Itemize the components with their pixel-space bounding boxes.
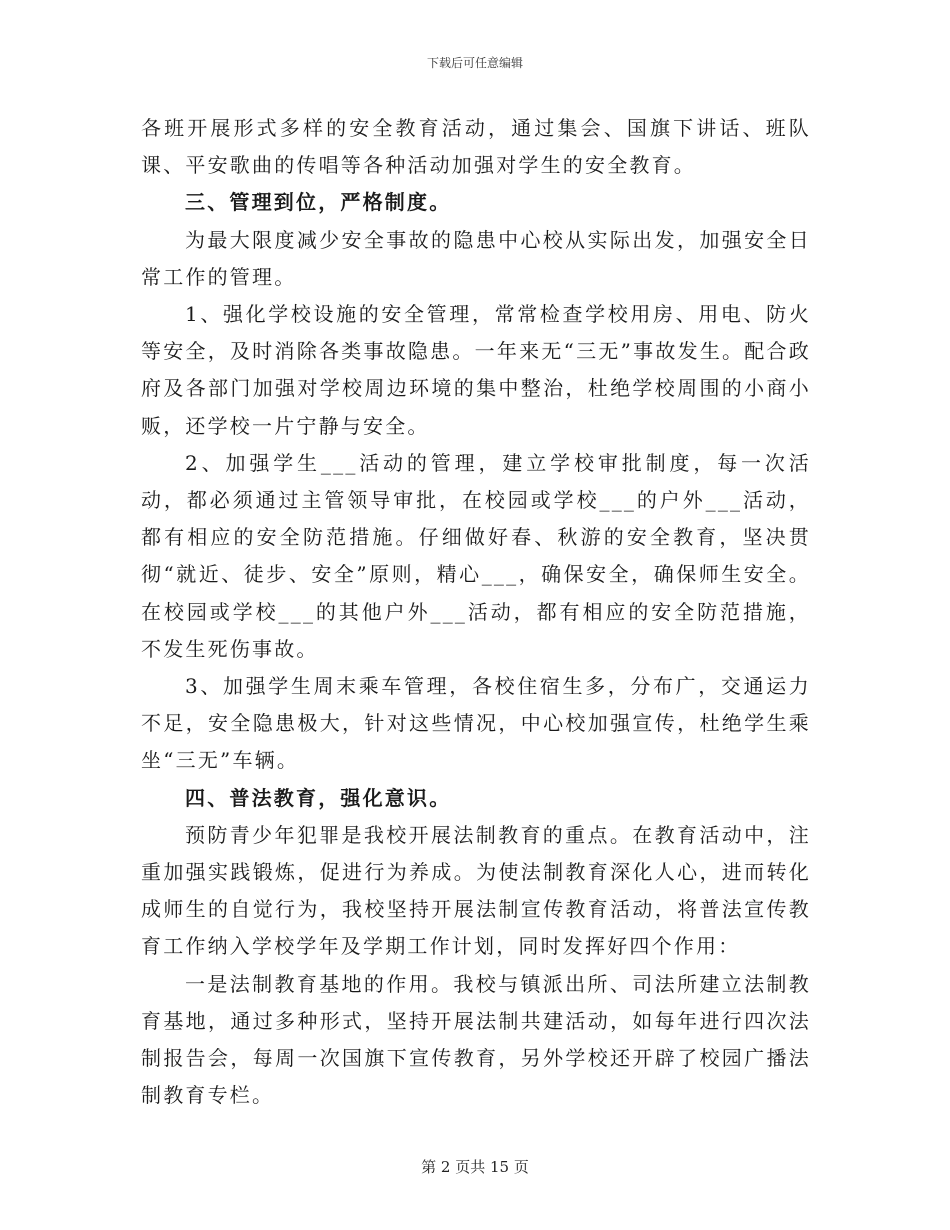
document-body <box>141 110 811 1114</box>
paragraph-item-3: 3、加强学生周末乘车管理，各校住宿生多，分布广，交通运力不足，安全隐患极大，针对这些情况，中心校加强宣传，杜绝学生乘坐“三无”车辆。 <box>141 674 811 773</box>
page-header: 下载后可任意编辑 <box>426 56 523 70</box>
page-footer: 第 2 页共 15 页 <box>421 1158 529 1176</box>
paragraph-continuation: 各班开展形式多样的安全教育活动，通过集会、国旗下讲话、班队课、平安歌曲的传唱等各种活动加强对学生的安全教育。 <box>141 116 811 178</box>
paragraph-intro-3: 为最大限度减少安全事故的隐患中心校从实际出发，加强安全日常工作的管理。 <box>141 227 811 289</box>
paragraph-intro-4: 预防青少年犯罪是我校开展法制教育的重点。在教育活动中，注重加强实践锻炼，促进行为养成。为使法制教育深化人心，进而转化成师生的自觉行为，我校坚持开展法制宣传教育活动，将普法宣传教育工作纳入学校学年及学期工作计划，同时发挥好四个作用： <box>141 822 811 959</box>
section-heading-4: 四、普法教育，强化意识。 <box>185 785 452 810</box>
section-heading-3: 三、管理到位，严格制度。 <box>185 190 452 215</box>
paragraph-item-1: 1、强化学校设施的安全管理，常常检查学校用房、用电、防火等安全，及时消除各类事故隐患。一年来无“三无”事故发生。配合政府及各部门加强对学校周边环境的集中整治，杜绝学校周围的小商小贩，还学校一片宁静与安全。 <box>141 302 811 438</box>
paragraph-item-2: 2、加强学生___活动的管理，建立学校审批制度，每一次活动，都必须通过主管领导审批，在校园或学校___的户外___活动，都有相应的安全防范措施。仔细做好春、秋游的安全教育，坚决贯彻“就近、徒步、安全”原则，精心___，确保安全，确保师生安全。在校园或学校___的其他户外___活动，都有相应的安全防范措施，不发生死伤事故。 <box>141 450 811 661</box>
paragraph-role-1: 一是法制教育基地的作用。我校与镇派出所、司法所建立法制教育基地，通过多种形式，坚持开展法制共建活动，如每年进行四次法制报告会，每周一次国旗下宣传教育，另外学校还开辟了校园广播法制教育专栏。 <box>141 971 811 1108</box>
